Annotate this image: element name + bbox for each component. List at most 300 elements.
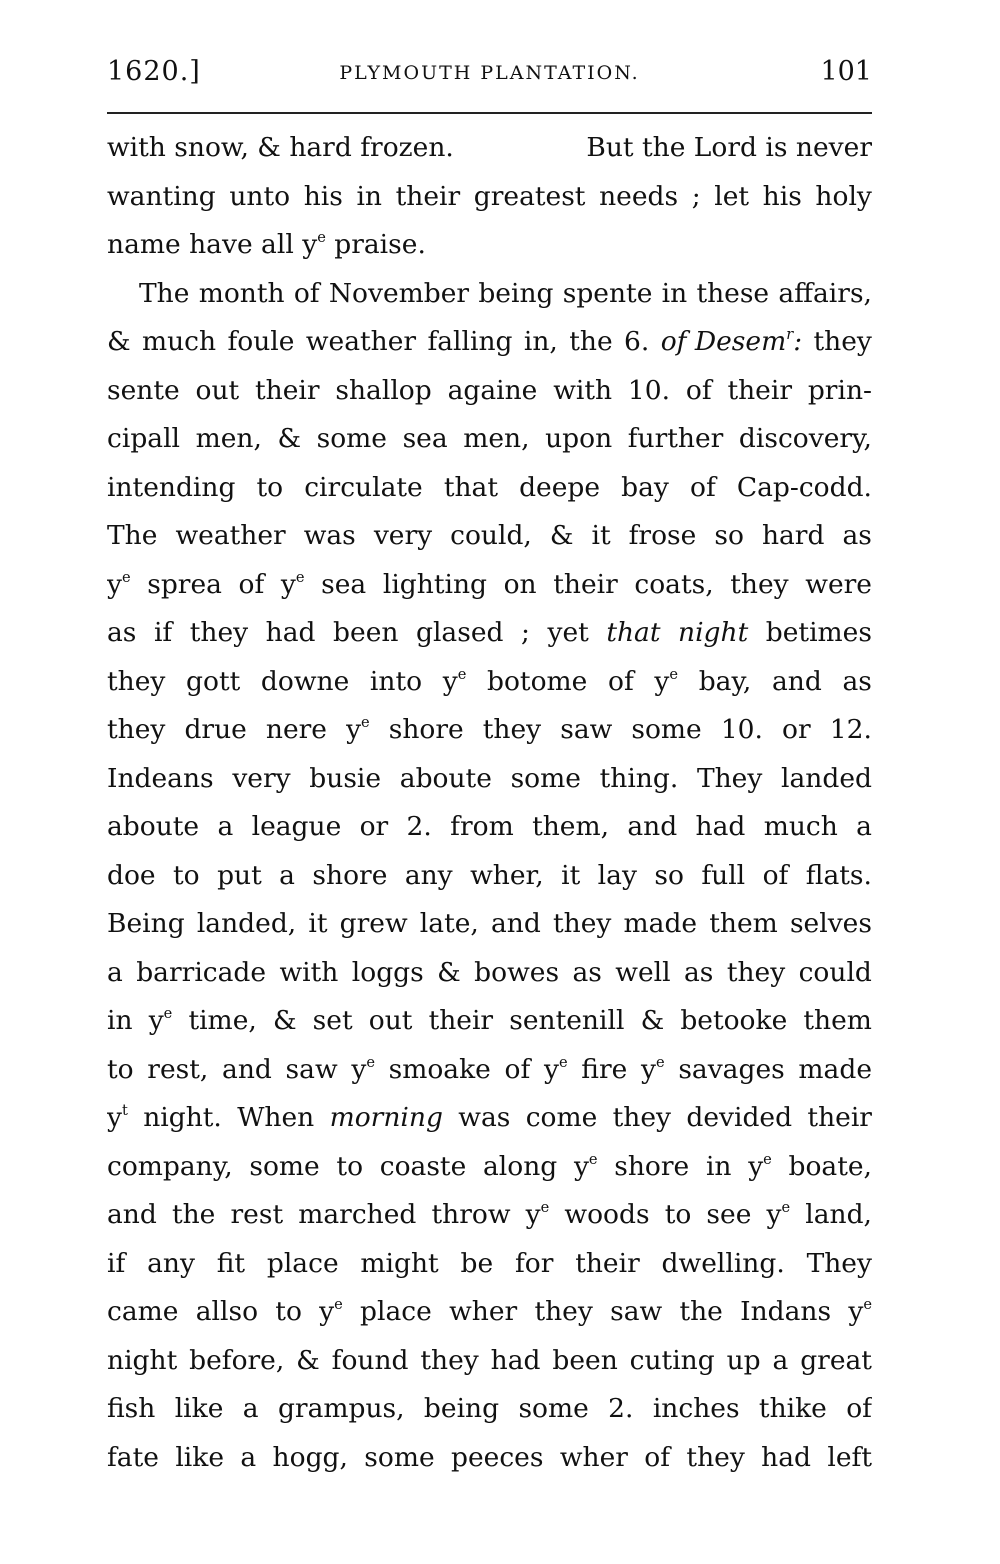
word: been — [552, 1344, 618, 1376]
word: $y^e$ — [654, 665, 679, 697]
word: time, — [188, 1005, 257, 1036]
word: as — [842, 520, 872, 551]
superscript: e — [781, 1199, 791, 1217]
word: much — [141, 326, 217, 357]
word: $y^e$ — [544, 1053, 568, 1085]
word: frose — [628, 520, 697, 551]
word: bay, — [698, 665, 752, 697]
word: and — [627, 811, 678, 842]
word: grew — [339, 908, 408, 939]
word: was — [458, 1102, 511, 1133]
word: could, — [450, 520, 532, 551]
word: againe — [447, 374, 538, 406]
word: to — [275, 1296, 302, 1327]
word: & — [272, 1005, 297, 1036]
text-line — [107, 957, 872, 1006]
word: and — [222, 1053, 272, 1085]
word: 10. — [627, 374, 671, 406]
word: shore — [388, 714, 464, 745]
superscript: e — [669, 665, 679, 683]
word: a — [217, 811, 234, 842]
word: rest, — [147, 1053, 209, 1085]
word: drue — [184, 714, 247, 745]
word: sprea — [147, 568, 222, 600]
word: of — [846, 1393, 872, 1424]
word: from — [450, 811, 514, 842]
running-header — [107, 56, 872, 96]
text-line — [107, 375, 872, 424]
word: $y^e$ — [525, 1199, 550, 1230]
word: might — [360, 1247, 439, 1279]
word: they — [612, 1102, 672, 1133]
word: very — [232, 762, 291, 794]
word: a — [242, 1393, 259, 1424]
word: further — [627, 423, 724, 454]
word: $y^e$ — [319, 1296, 343, 1327]
word: gott — [186, 665, 241, 697]
word: discovery, — [738, 423, 872, 454]
word: into — [369, 665, 423, 697]
word: their — [395, 180, 461, 212]
text-line — [107, 860, 872, 909]
word: great — [800, 1344, 872, 1376]
word: 12. — [829, 714, 872, 745]
word: for — [514, 1247, 554, 1279]
word: left — [827, 1441, 872, 1473]
superscript: e — [317, 229, 326, 247]
word: $y^e$ — [848, 1296, 872, 1327]
text-line — [107, 472, 872, 521]
line-segment — [107, 229, 426, 260]
word: very — [373, 520, 433, 551]
word: & — [277, 423, 302, 454]
text-line — [107, 1442, 872, 1491]
word: any — [147, 1247, 195, 1279]
word: ; — [521, 617, 530, 648]
superscript: e — [334, 1296, 343, 1314]
word: some — [518, 1393, 589, 1424]
word: busie — [309, 762, 382, 794]
text-line — [107, 229, 872, 278]
word: on — [503, 568, 537, 600]
word: & — [437, 956, 461, 988]
superscript: t — [121, 1102, 128, 1120]
word: allso — [195, 1296, 259, 1327]
word: landed — [781, 762, 872, 794]
word: needs — [599, 180, 679, 212]
word: the — [171, 1199, 216, 1230]
word: had — [490, 1344, 541, 1376]
word: them — [709, 908, 778, 939]
superscript: e — [295, 568, 305, 586]
word: saw — [610, 1296, 663, 1327]
word: much — [763, 811, 838, 842]
word: had — [761, 1441, 811, 1473]
word: made — [623, 908, 698, 939]
word: late, — [419, 908, 479, 939]
word: so — [714, 520, 744, 551]
word: could — [798, 956, 872, 988]
header-rule — [107, 112, 872, 114]
text-line — [107, 714, 872, 763]
text-line — [107, 763, 872, 812]
book-page — [107, 56, 872, 1490]
word: they — [107, 714, 166, 745]
word: downe — [260, 665, 350, 697]
word: their — [575, 1247, 640, 1279]
word: were — [805, 568, 872, 600]
word: cuting — [629, 1344, 715, 1376]
word: it — [591, 520, 611, 551]
line-segment: y — [107, 568, 122, 600]
text-line — [107, 811, 872, 860]
word: savages — [678, 1053, 785, 1085]
word: unto — [229, 180, 291, 212]
word: see — [706, 1199, 752, 1230]
word: $y^e$ — [351, 1053, 375, 1085]
word: their — [727, 374, 793, 406]
word: affairs, — [778, 277, 872, 309]
word: them — [803, 1005, 872, 1036]
word: shore — [614, 1150, 690, 1182]
word: marched — [298, 1199, 417, 1230]
word: like — [174, 1393, 224, 1424]
word: they — [420, 1344, 479, 1376]
word: landed, — [196, 908, 297, 939]
word: of — [762, 859, 789, 891]
word: circulate — [304, 471, 423, 503]
word: in — [705, 1150, 732, 1182]
superscript: e — [863, 1296, 872, 1314]
word: The — [107, 520, 158, 551]
word: out — [368, 1005, 413, 1036]
word: $y^e$ — [442, 665, 467, 697]
word: of — [685, 374, 712, 406]
word: so — [654, 859, 684, 891]
word: ; — [691, 180, 701, 212]
word: thike — [758, 1393, 827, 1424]
word: their — [807, 1102, 872, 1133]
word: The — [139, 277, 190, 309]
word: wanting — [107, 180, 216, 212]
word: found — [331, 1344, 409, 1376]
italic-text: of Desem — [660, 326, 787, 357]
word: peeces — [451, 1441, 544, 1473]
word: in — [107, 1005, 133, 1036]
word: sea — [321, 568, 367, 600]
word: let — [714, 180, 750, 212]
text-line — [107, 1296, 872, 1345]
line-segment — [107, 569, 131, 600]
line-segment: night. — [143, 1102, 222, 1133]
word: November — [328, 277, 470, 309]
word: being — [478, 277, 554, 309]
word: sentenill — [509, 1005, 625, 1036]
text-line — [107, 326, 872, 375]
line-segment: praise. — [325, 229, 426, 260]
word: with — [279, 956, 339, 988]
word: spente — [562, 277, 653, 309]
word: shallop — [335, 374, 432, 406]
word: of — [608, 665, 634, 697]
text-line — [107, 1054, 872, 1103]
header-year: 1620.] — [107, 56, 201, 87]
word: weather — [175, 520, 286, 551]
text-line — [107, 423, 872, 472]
word: of — [644, 1441, 671, 1473]
word: a — [107, 956, 123, 988]
word: sea — [402, 423, 448, 454]
text-line — [107, 569, 872, 618]
page-number: 101 — [820, 56, 872, 87]
word: devided — [686, 1102, 793, 1133]
word: came — [107, 1296, 179, 1327]
word: 10. — [720, 714, 763, 745]
word: Indeans — [107, 762, 214, 794]
word: They — [806, 1247, 872, 1279]
word: loggs — [351, 956, 424, 988]
superscript: e — [361, 714, 370, 732]
word: night — [678, 617, 749, 648]
italic-text: morning — [329, 1102, 443, 1133]
word: of — [689, 471, 716, 503]
line-segment: with snow, & hard frozen. — [107, 132, 454, 163]
word: lighting — [382, 568, 487, 600]
word: cipall — [107, 423, 181, 454]
word: greatest — [473, 180, 586, 212]
word: thing. — [599, 762, 679, 794]
word: to — [173, 859, 200, 891]
word: 2. — [608, 1393, 634, 1424]
word: betooke — [680, 1005, 788, 1036]
word: some — [249, 1150, 320, 1182]
word: they — [726, 956, 786, 988]
word: they — [686, 1441, 745, 1473]
word: $y^e$ — [748, 1150, 772, 1182]
word: the — [679, 1296, 723, 1327]
word: sente — [107, 374, 180, 406]
word: as — [684, 956, 714, 988]
word: inches — [652, 1393, 740, 1424]
word: they — [534, 1296, 593, 1327]
line-segment: name have all y — [107, 229, 318, 260]
word: They — [696, 762, 763, 794]
line-segment: y — [107, 1102, 122, 1133]
word: & — [296, 1344, 320, 1376]
word: it — [561, 859, 581, 891]
word: was — [303, 520, 356, 551]
word: to — [256, 471, 284, 503]
word: fate — [107, 1441, 159, 1473]
word: their — [428, 1005, 494, 1036]
word: as — [572, 956, 602, 988]
word: bay — [621, 471, 669, 503]
word: in, — [523, 326, 558, 357]
text-line — [107, 1248, 872, 1297]
word: of — [238, 568, 265, 600]
word: & — [549, 520, 574, 551]
word: with — [553, 374, 613, 406]
text-line — [107, 1199, 872, 1248]
word: Indans — [740, 1296, 832, 1327]
word: men, — [463, 423, 530, 454]
word: botome — [487, 665, 588, 697]
word: his — [303, 180, 343, 212]
word: some — [316, 423, 387, 454]
word: coats, — [634, 568, 714, 600]
word: to — [107, 1053, 134, 1085]
line-segment: When — [237, 1102, 315, 1133]
word: wher, — [470, 859, 544, 891]
superscript: e — [163, 1005, 173, 1023]
word: $y^e$ — [573, 1150, 598, 1182]
text-line — [107, 1151, 872, 1200]
word: or — [782, 714, 811, 745]
text-line — [107, 278, 872, 327]
word: falling — [427, 326, 513, 357]
superscript: e — [558, 1053, 568, 1071]
word: and — [490, 908, 541, 939]
word: company, — [107, 1150, 233, 1182]
word: yet — [547, 617, 589, 648]
word: in — [356, 180, 382, 212]
superscript: e — [540, 1199, 550, 1217]
word: rest — [230, 1199, 284, 1230]
word: a — [279, 859, 295, 891]
superscript: e — [588, 1150, 598, 1168]
word: the — [569, 326, 613, 357]
word: these — [696, 277, 770, 309]
word: and — [107, 1199, 157, 1230]
word: place — [360, 1296, 432, 1327]
text-line — [107, 1345, 872, 1394]
word: lay — [597, 859, 637, 891]
word: if — [153, 617, 173, 648]
word: well — [615, 956, 671, 988]
word: saw — [285, 1053, 338, 1085]
word: league — [251, 811, 342, 842]
word: place — [266, 1247, 339, 1279]
header-title: PLYMOUTH PLANTATION. — [339, 62, 640, 84]
word: month — [198, 277, 285, 309]
word: some — [364, 1441, 435, 1473]
word: $y^e$ — [641, 1053, 665, 1085]
word: fire — [581, 1053, 628, 1085]
word: as — [842, 665, 872, 697]
line-segment — [661, 326, 802, 357]
word: fish — [107, 1393, 156, 1424]
word: that — [443, 471, 498, 503]
word: had — [695, 811, 746, 842]
word: his — [762, 180, 802, 212]
word: $y^e$ — [766, 1199, 791, 1230]
line-segment — [107, 1102, 128, 1133]
word: holy — [815, 180, 872, 212]
word: 6. — [624, 326, 650, 357]
word: smoake — [388, 1053, 491, 1085]
word: set — [312, 1005, 353, 1036]
superscript: r — [786, 326, 794, 344]
word: men, — [195, 423, 262, 454]
word: woods — [564, 1199, 650, 1230]
word: foule — [227, 326, 295, 357]
word: aboute — [399, 762, 492, 794]
text-line — [107, 666, 872, 715]
word: upon — [545, 423, 613, 454]
word: in — [661, 277, 688, 309]
word: intending — [107, 471, 236, 503]
word: they — [552, 908, 612, 939]
word: hogg, — [272, 1441, 348, 1473]
text-line — [107, 1393, 872, 1442]
word: of — [293, 277, 320, 309]
word: & — [640, 1005, 665, 1036]
word: like — [175, 1441, 225, 1473]
word: them, — [532, 811, 610, 842]
word: saw — [560, 714, 613, 745]
text-line — [107, 908, 872, 957]
text-line — [107, 1102, 872, 1151]
word: hard — [761, 520, 825, 551]
word: they — [482, 714, 542, 745]
word: and — [771, 665, 822, 697]
word: night — [107, 1344, 178, 1376]
italic-text: : — [793, 326, 803, 357]
superscript: e — [656, 1053, 665, 1071]
word: wher — [559, 1441, 628, 1473]
text-line — [107, 181, 872, 230]
word: bowes — [474, 956, 560, 988]
line-segment: But the Lord is never — [586, 132, 872, 163]
word: had — [265, 617, 316, 648]
word: barricade — [136, 956, 267, 988]
word: to — [664, 1199, 692, 1230]
text-line — [107, 617, 872, 666]
word: full — [701, 859, 746, 891]
word: made — [798, 1053, 872, 1085]
word: glased — [415, 617, 504, 648]
word: $y^e$ — [148, 1005, 173, 1036]
word: along — [482, 1150, 558, 1182]
word: of — [504, 1053, 531, 1085]
superscript: e — [366, 1053, 375, 1071]
word: land, — [805, 1199, 872, 1230]
line-segment: betimes — [765, 617, 872, 648]
word: been — [333, 617, 399, 648]
word: wher — [449, 1296, 518, 1327]
word: dwelling. — [661, 1247, 785, 1279]
word: & — [107, 326, 131, 357]
word: Being — [107, 908, 185, 939]
word: it — [308, 908, 328, 939]
word: prin- — [807, 374, 872, 406]
superscript: e — [457, 665, 467, 683]
word: a — [240, 1441, 257, 1473]
word: a — [772, 1344, 789, 1376]
word: coaste — [379, 1150, 467, 1182]
word: any — [404, 859, 453, 891]
word: put — [217, 859, 262, 891]
text-line — [107, 1005, 872, 1054]
superscript: e — [763, 1150, 772, 1168]
word: that — [606, 617, 661, 648]
word: nere — [265, 714, 327, 745]
text-line — [107, 132, 872, 181]
word: some — [510, 762, 581, 794]
word: fit — [216, 1247, 246, 1279]
word: weather — [305, 326, 417, 357]
text-line — [107, 520, 872, 569]
